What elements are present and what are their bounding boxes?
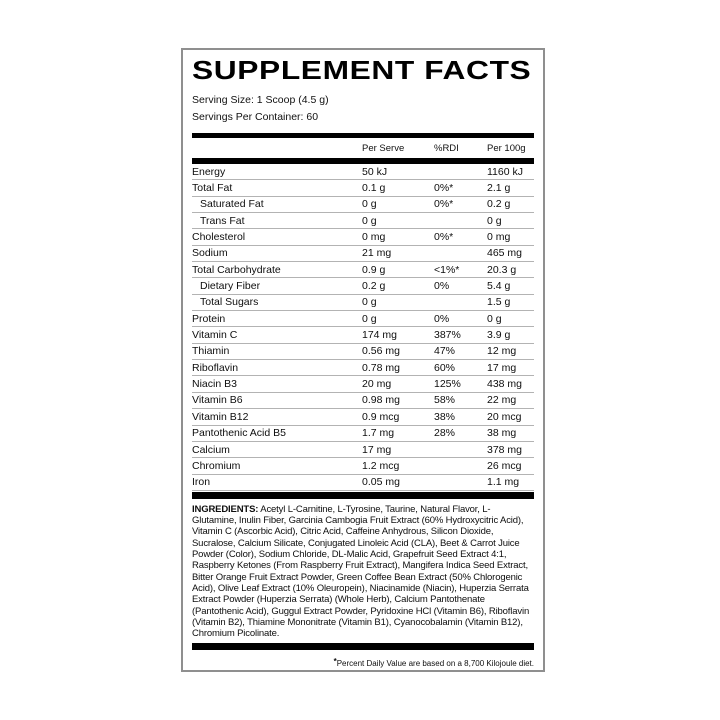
nutrient-row: [192, 344, 534, 360]
footnote-asterisk: *: [333, 657, 337, 667]
nutrient-rdi-value: 0%: [434, 280, 450, 293]
nutrient-per-serve-value: 0 g: [362, 198, 377, 211]
nutrient-name: Chromium: [192, 459, 241, 472]
nutrient-row: [192, 393, 534, 409]
nutrient-name: Protein: [192, 312, 226, 325]
nutrient-per-100g-value: 378 mg: [487, 443, 523, 456]
nutrient-per-serve-value: 0.1 g: [362, 182, 386, 195]
nutrient-per-100g-value: 20 mcg: [487, 410, 522, 423]
nutrient-per-serve-value: 21 mg: [362, 247, 392, 260]
nutrient-per-serve-value: 0.2 g: [362, 280, 386, 293]
nutrient-rdi-value: 28%: [434, 427, 456, 440]
nutrient-row: [192, 295, 534, 311]
nutrient-rdi-value: 0%*: [434, 198, 454, 211]
nutrient-rdi-value: 58%: [434, 394, 456, 407]
nutrient-rdi-value: 47%: [434, 345, 456, 358]
nutrient-per-100g-value: 22 mg: [487, 394, 517, 407]
nutrient-per-100g-value: 2.1 g: [487, 182, 511, 195]
nutrient-row: [192, 376, 534, 392]
nutrient-row: [192, 213, 534, 229]
servings-per-container-text: Servings Per Container: 60: [192, 110, 319, 123]
nutrient-rdi-value: 0%*: [434, 231, 454, 244]
column-header-rdi: %RDI: [434, 142, 459, 154]
nutrient-per-serve-value: 0 g: [362, 296, 377, 309]
nutrient-name: Dietary Fiber: [200, 280, 261, 293]
nutrient-per-serve-value: 50 kJ: [362, 165, 388, 178]
nutrient-per-serve-value: 17 mg: [362, 443, 392, 456]
nutrient-row: [192, 409, 534, 425]
nutrient-per-serve-value: 174 mg: [362, 329, 398, 342]
nutrient-name: Trans Fat: [200, 214, 245, 227]
nutrient-row: [192, 246, 534, 262]
nutrient-row: [192, 229, 534, 245]
nutrient-per-100g-value: 26 mcg: [487, 459, 522, 472]
nutrient-rdi-value: <1%*: [434, 263, 460, 276]
nutrient-per-serve-value: 0.05 mg: [362, 476, 400, 489]
column-header-per-serve: Per Serve: [362, 142, 405, 154]
nutrient-name: Total Sugars: [200, 296, 259, 309]
nutrient-per-serve-value: 0.78 mg: [362, 361, 400, 374]
nutrient-row: [192, 426, 534, 442]
nutrient-per-100g-value: 3.9 g: [487, 329, 511, 342]
nutrient-per-serve-value: 0 g: [362, 312, 377, 325]
separator-bar-bottom: [192, 643, 534, 650]
nutrient-per-serve-value: 0 g: [362, 214, 377, 227]
daily-value-footnote: [192, 657, 534, 668]
nutrient-row: [192, 442, 534, 458]
nutrient-per-100g-value: 12 mg: [487, 345, 517, 358]
nutrient-name: Cholesterol: [192, 231, 246, 244]
nutrient-per-100g-value: 38 mg: [487, 427, 517, 440]
nutrient-per-100g-value: 1.5 g: [487, 296, 511, 309]
nutrient-per-100g-value: 465 mg: [487, 247, 523, 260]
nutrient-name: Vitamin C: [192, 329, 238, 342]
column-header-row: [192, 138, 534, 158]
serving-size-text: Serving Size: 1 Scoop (4.5 g): [192, 94, 329, 106]
nutrient-row: [192, 262, 534, 278]
nutrient-table: [192, 164, 534, 491]
panel-title: SUPPLEMENT FACTS: [192, 55, 532, 85]
nutrient-per-serve-value: 0.9 mcg: [362, 410, 400, 423]
nutrient-per-serve-value: 1.2 mcg: [362, 459, 400, 472]
nutrient-row: [192, 327, 534, 343]
nutrient-per-serve-value: 20 mg: [362, 378, 392, 391]
nutrient-rdi-value: 387%: [434, 329, 461, 342]
nutrient-row: [192, 360, 534, 376]
nutrient-per-serve-value: 0.98 mg: [362, 394, 400, 407]
nutrient-row: [192, 311, 534, 327]
supplement-facts-panel: [181, 48, 545, 672]
nutrient-per-100g-value: 17 mg: [487, 361, 517, 374]
nutrient-row: [192, 180, 534, 196]
nutrient-row: [192, 278, 534, 294]
nutrient-rdi-value: 60%: [434, 361, 456, 374]
nutrient-per-100g-value: 0 g: [487, 312, 502, 325]
nutrient-per-serve-value: 0 mg: [362, 231, 386, 244]
nutrient-row: [192, 458, 534, 474]
ingredients-heading: INGREDIENTS:: [192, 503, 259, 515]
nutrient-per-serve-value: 0.9 g: [362, 263, 386, 276]
footnote-text: Percent Daily Value are based on a 8,700 Kilojoule diet.: [336, 659, 534, 669]
nutrient-row: [192, 197, 534, 213]
nutrient-per-100g-value: 20.3 g: [487, 263, 517, 276]
nutrient-name: Sodium: [192, 247, 228, 260]
nutrient-rdi-value: 0%*: [434, 182, 454, 195]
nutrient-row: [192, 475, 534, 491]
nutrient-row: [192, 164, 534, 180]
nutrient-rdi-value: 38%: [434, 410, 456, 423]
nutrient-per-100g-value: 0 g: [487, 214, 502, 227]
column-header-per-100g: Per 100g: [487, 142, 526, 154]
nutrient-name: Thiamin: [192, 345, 230, 358]
nutrient-name: Saturated Fat: [200, 198, 264, 211]
ingredients-section: [192, 504, 534, 640]
nutrient-rdi-value: 0%: [434, 312, 450, 325]
serving-info: [192, 92, 534, 125]
nutrient-rdi-value: 125%: [434, 378, 461, 391]
nutrient-name: Iron: [192, 476, 211, 489]
nutrient-name: Vitamin B12: [192, 410, 249, 423]
nutrient-name: Riboflavin: [192, 361, 239, 374]
nutrient-name: Energy: [192, 165, 226, 178]
nutrient-name: Niacin B3: [192, 378, 237, 391]
nutrient-per-100g-value: 0.2 g: [487, 198, 511, 211]
nutrient-per-100g-value: 0 mg: [487, 231, 511, 244]
nutrient-name: Vitamin B6: [192, 394, 243, 407]
nutrient-name: Calcium: [192, 443, 230, 456]
nutrient-per-100g-value: 5.4 g: [487, 280, 511, 293]
nutrient-name: Total Carbohydrate: [192, 263, 281, 276]
nutrient-per-100g-value: 438 mg: [487, 378, 523, 391]
nutrient-per-serve-value: 1.7 mg: [362, 427, 395, 440]
nutrient-per-100g-value: 1.1 mg: [487, 476, 520, 489]
nutrient-name: Pantothenic Acid B5: [192, 427, 286, 440]
ingredients-text: Acetyl L-Carnitine, L-Tyrosine, Taurine, Natural Flavor, L-Glutamine, Inulin Fiber, Garcinia Cambogia Fruit Extract (60% Hydroxycitric Acid), Vitamin C (Ascorbic Acid), Citric Acid, Caffeine Anhydrous, Silicon Dioxide, Sucralose, Calcium Silicate, Conjugated Linoleic Acid (CLA), Beet & Carrot Juice Powder (Color), Sodium Chloride, DL-Malic Acid, Grapefruit Seed Extract 4:1, Raspberry Ketones (From Raspberry Fruit Extract), Mangifera Indica Seed Extract, Bitter Orange Fruit Extract Powder, Green Coffee Bean Extract (50% Chlorogenic Acid), Olive Leaf Extract (10% Oleuropein), Niacinamide (Niacin), Huperzia Serrata Extract Powder (Huperzia Serrata) (Whole Herb), Calcium Pantothenate (Pantothenic Acid), Guggul Extract Powder, Pyridoxine HCl (Vitamin B6), Riboflavin (Vitamin B2), Thiamine Mononitrate (Vitamin B1), Cyanocobalamin (Vitamin B12), Chromium Picolinate.: [192, 503, 530, 640]
nutrient-name: Total Fat: [192, 182, 233, 195]
nutrient-per-100g-value: 1160 kJ: [487, 165, 523, 178]
nutrient-per-serve-value: 0.56 mg: [362, 345, 400, 358]
separator-bar-ingredients: [192, 492, 534, 499]
